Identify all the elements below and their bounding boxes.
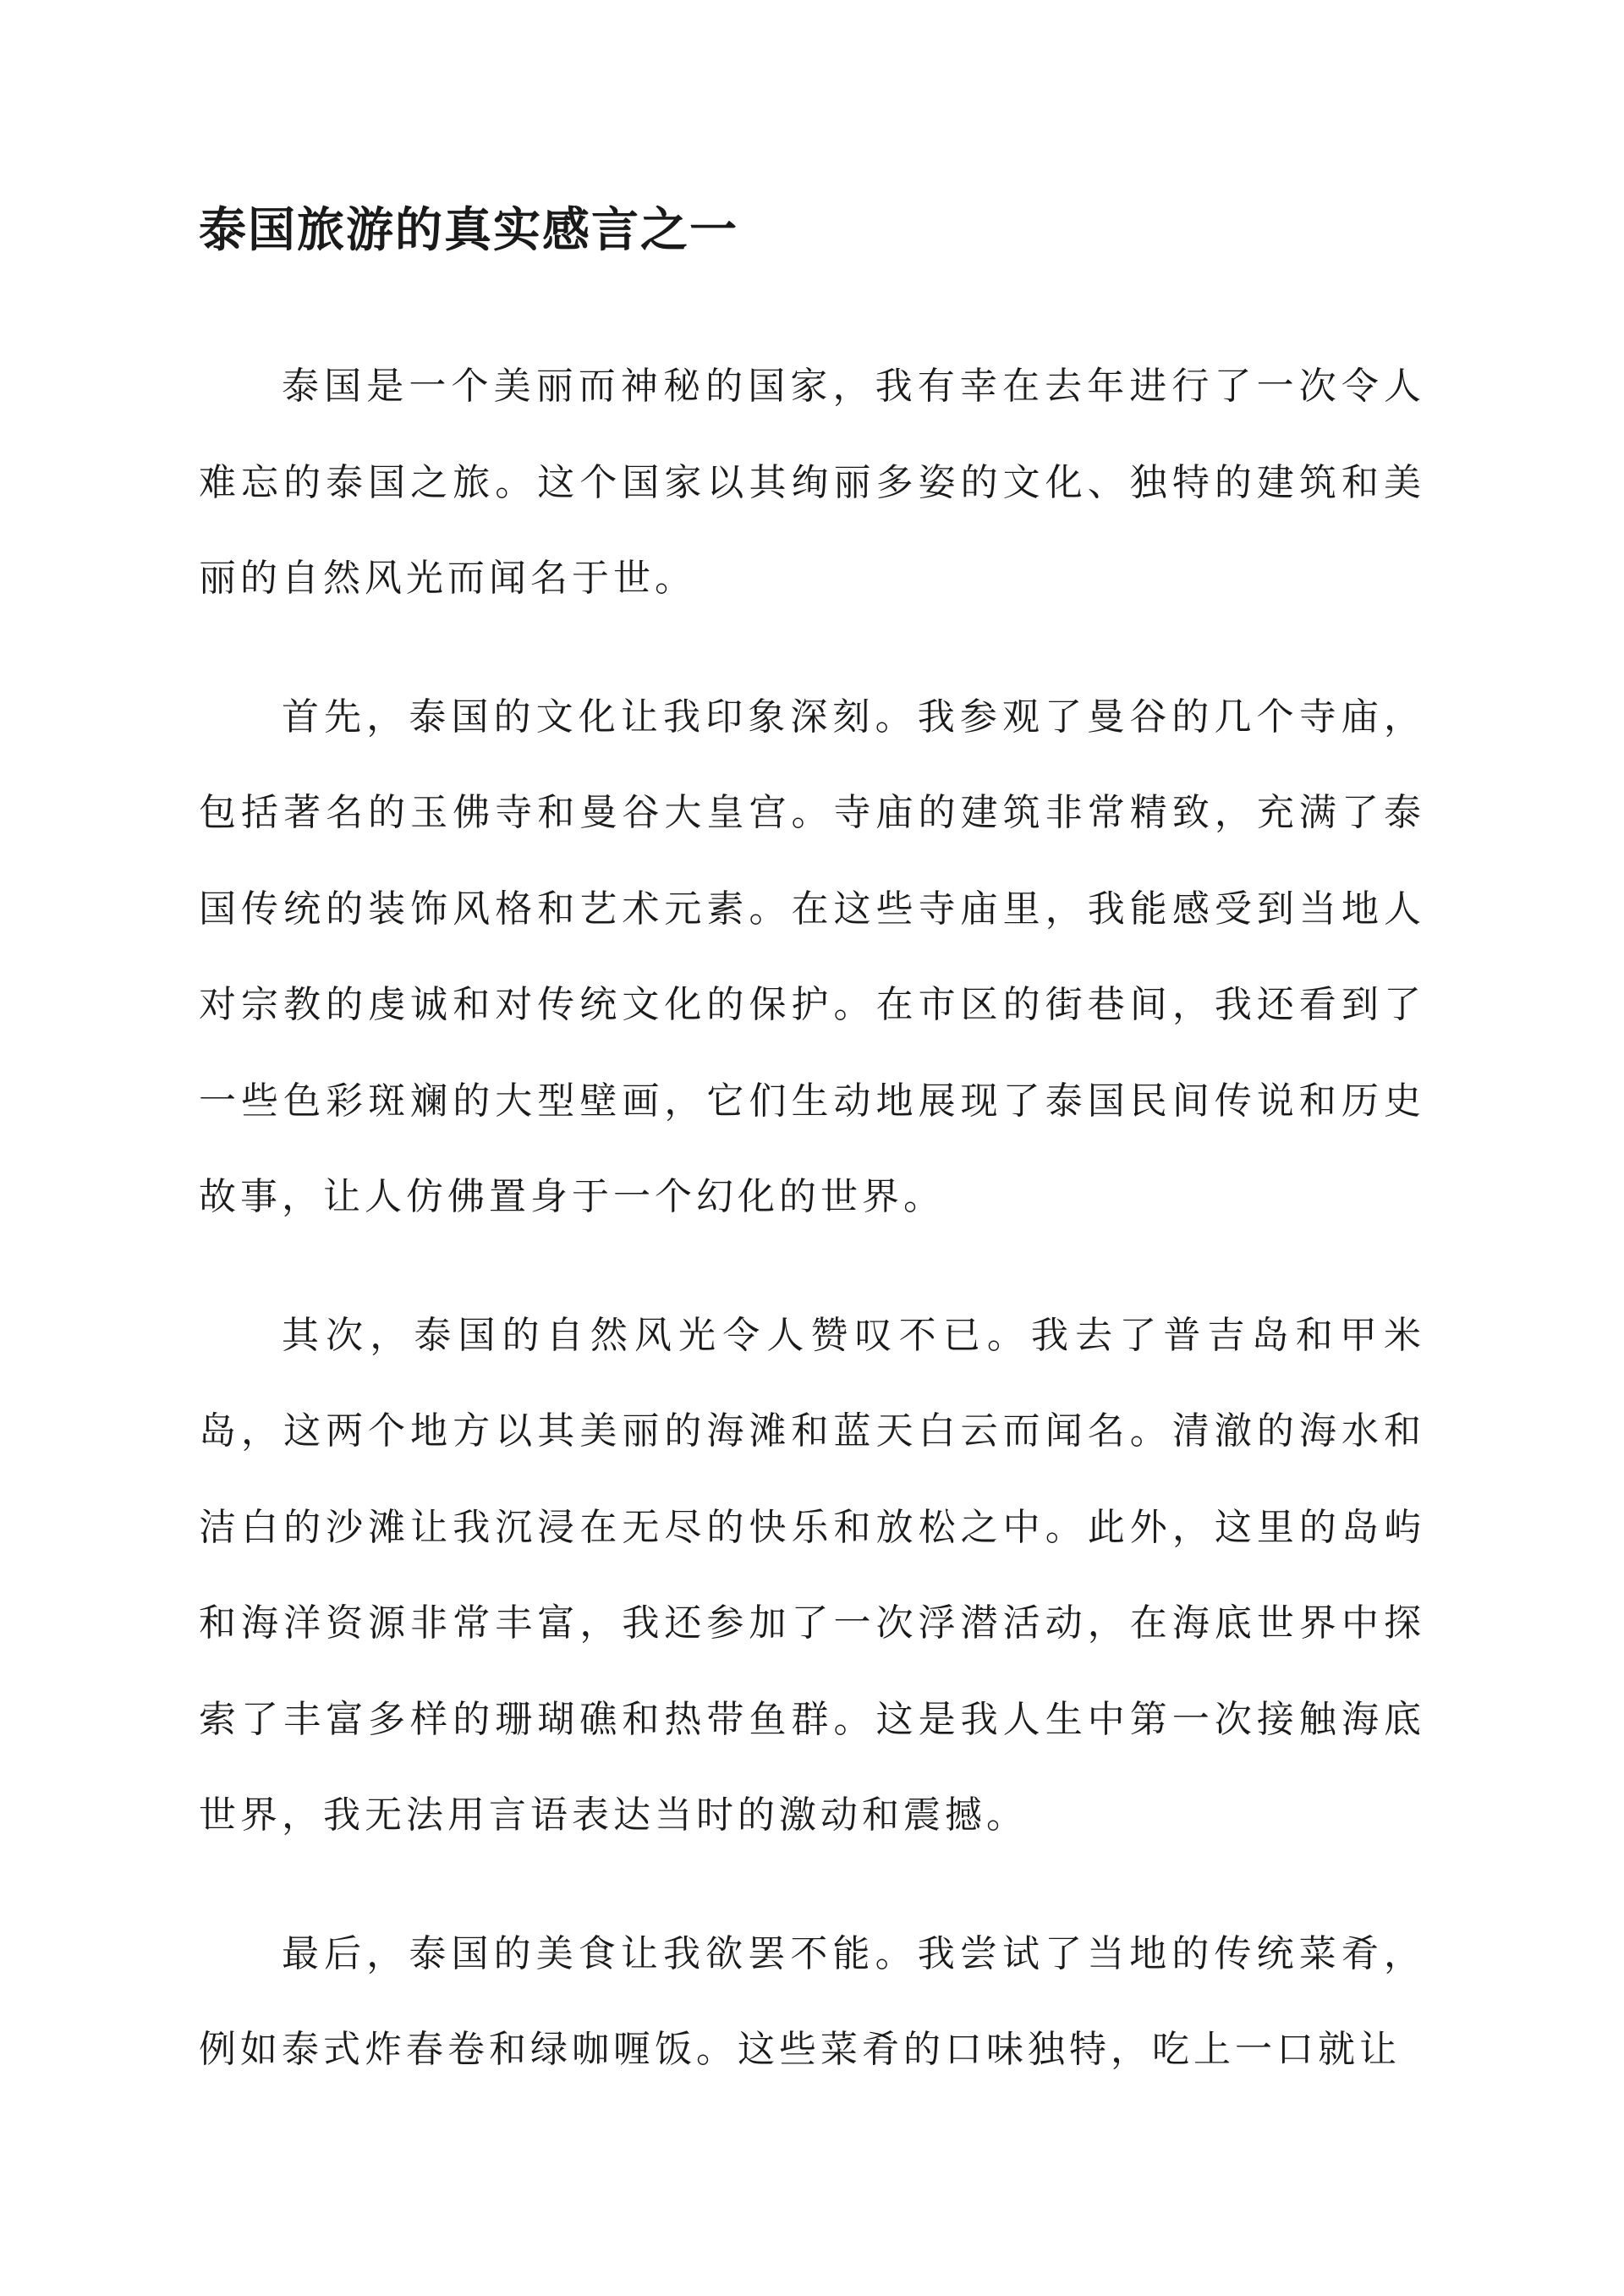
document-body <box>199 338 1425 2140</box>
paragraph-culture: 首先，泰国的文化让我印象深刻。我参观了曼谷的几个寺庙，包括著名的玉佛寺和曼谷大皇宫。寺庙的建筑非常精致，充满了泰国传统的装饰风格和艺术元素。在这些寺庙里，我能感受到当地人对宗教的虔诚和对传统文化的保护。在市区的街巷间，我还看到了一些色彩斑斓的大型壁画，它们生动地展现了泰国民间传说和历史故事，让人仿佛置身于一个幻化的世界。 <box>199 695 1425 1218</box>
paragraph-intro: 泰国是一个美丽而神秘的国家，我有幸在去年进行了一次令人难忘的泰国之旅。这个国家以其绚丽多姿的文化、独特的建筑和美丽的自然风光而闻名于世。 <box>199 365 1425 600</box>
paragraph-food: 最后，泰国的美食让我欲罢不能。我尝试了当地的传统菜肴，例如泰式炸春卷和绿咖喱饭。这些菜肴的口味独特，吃上一口就让 <box>199 1931 1425 2071</box>
paragraph-nature: 其次，泰国的自然风光令人赞叹不已。我去了普吉岛和甲米岛，这两个地方以其美丽的海滩和蓝天白云而闻名。清澈的海水和洁白的沙滩让我沉浸在无尽的快乐和放松之中。此外，这里的岛屿和海洋资源非常丰富，我还参加了一次浮潜活动，在海底世界中探索了丰富多样的珊瑚礁和热带鱼群。这是我人生中第一次接触海底世界，我无法用言语表达当时的激动和震撼。 <box>199 1313 1425 1837</box>
page-title: 泰国旅游的真实感言之一 <box>199 202 738 258</box>
